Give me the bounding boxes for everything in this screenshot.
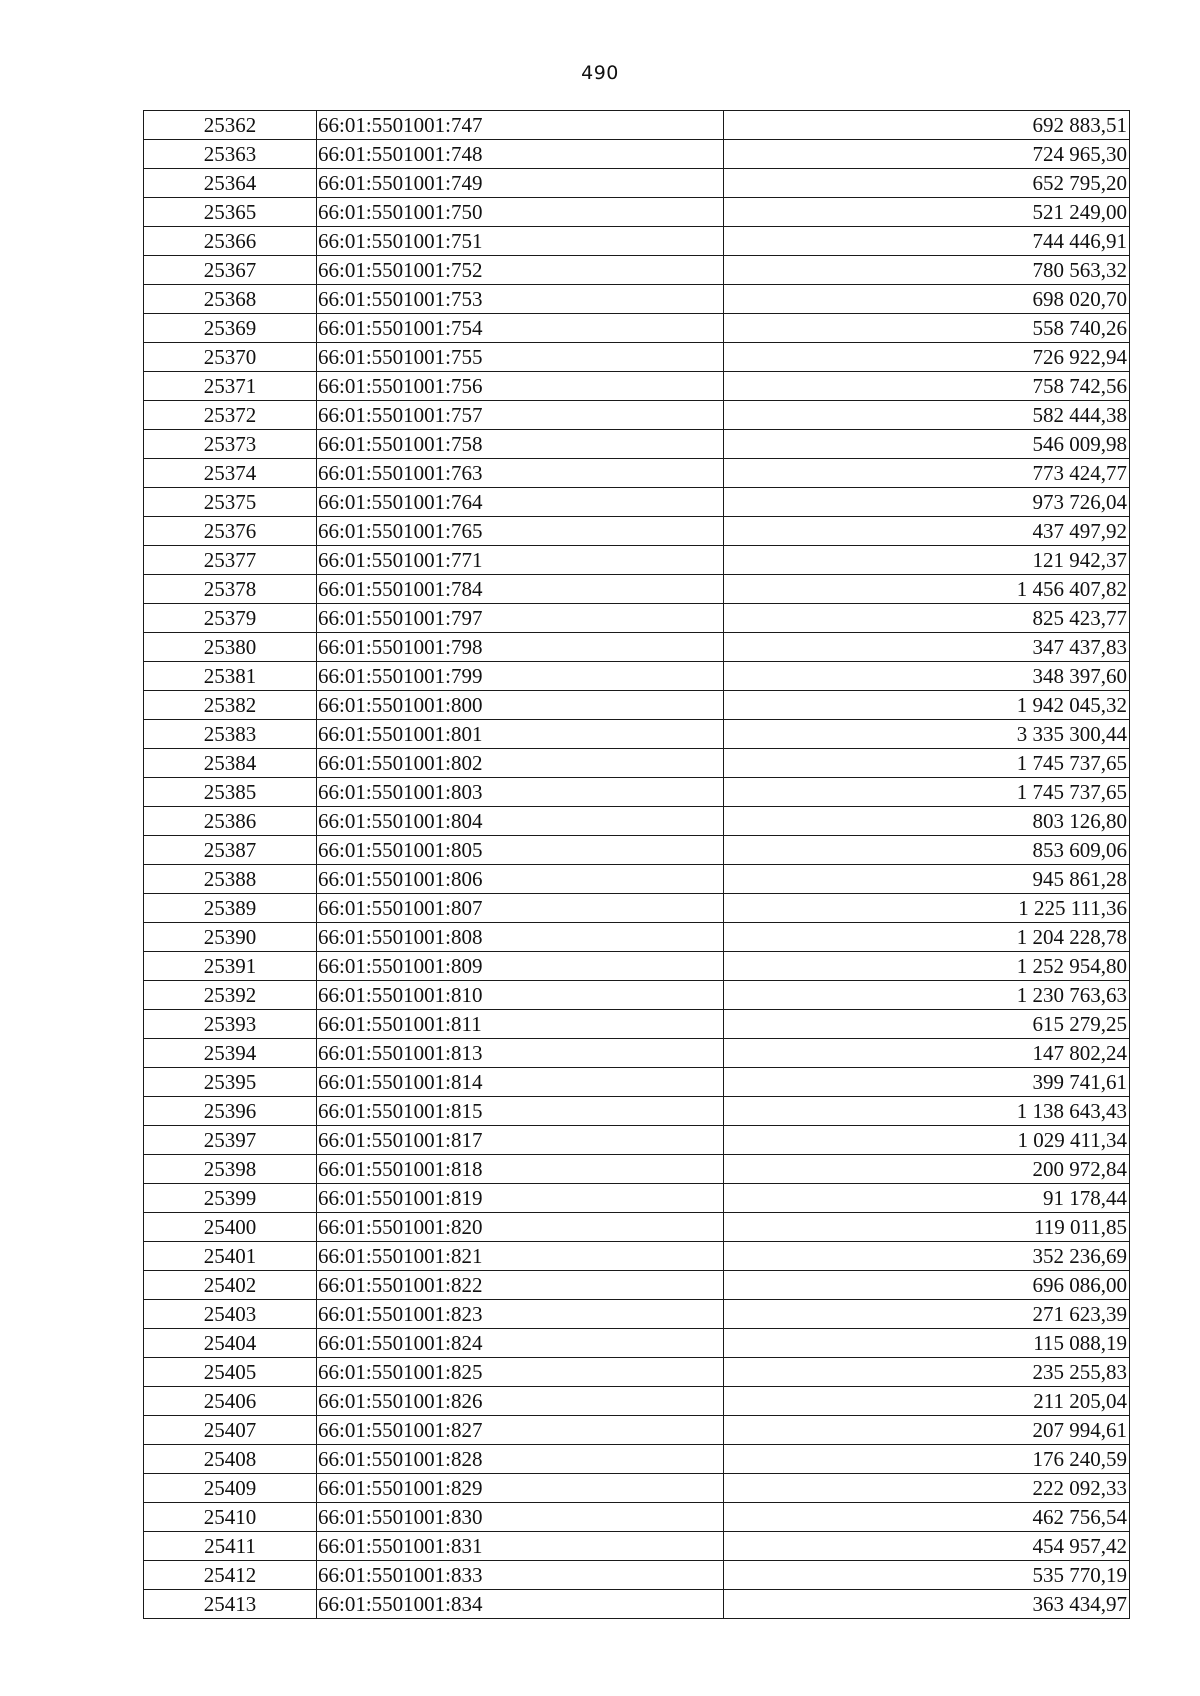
table-row — [144, 430, 1130, 459]
row-number-cell: 25396 — [144, 1097, 317, 1126]
cadastral-number-cell: 66:01:5501001:818 — [317, 1155, 724, 1184]
cadastral-value-cell: 615 279,25 — [724, 1010, 1130, 1039]
cadastral-number-cell: 66:01:5501001:747 — [317, 111, 724, 140]
cadastral-number-cell: 66:01:5501001:798 — [317, 633, 724, 662]
cadastral-value-cell: 271 623,39 — [724, 1300, 1130, 1329]
table-row — [144, 1271, 1130, 1300]
cadastral-number-cell: 66:01:5501001:830 — [317, 1503, 724, 1532]
table-row — [144, 1242, 1130, 1271]
cadastral-value-cell: 437 497,92 — [724, 517, 1130, 546]
row-number-cell: 25395 — [144, 1068, 317, 1097]
row-number-cell: 25400 — [144, 1213, 317, 1242]
cadastral-value-cell: 535 770,19 — [724, 1561, 1130, 1590]
cadastral-number-cell: 66:01:5501001:810 — [317, 981, 724, 1010]
row-number-cell: 25410 — [144, 1503, 317, 1532]
cadastral-number-cell: 66:01:5501001:763 — [317, 459, 724, 488]
cadastral-number-cell: 66:01:5501001:753 — [317, 285, 724, 314]
cadastral-number-cell: 66:01:5501001:824 — [317, 1329, 724, 1358]
table-row — [144, 836, 1130, 865]
row-number-cell: 25392 — [144, 981, 317, 1010]
row-number-cell: 25385 — [144, 778, 317, 807]
row-number-cell: 25387 — [144, 836, 317, 865]
cadastral-number-cell: 66:01:5501001:831 — [317, 1532, 724, 1561]
row-number-cell: 25391 — [144, 952, 317, 981]
cadastral-number-cell: 66:01:5501001:804 — [317, 807, 724, 836]
row-number-cell: 25366 — [144, 227, 317, 256]
cadastral-value-cell: 696 086,00 — [724, 1271, 1130, 1300]
cadastral-number-cell: 66:01:5501001:826 — [317, 1387, 724, 1416]
table-row — [144, 691, 1130, 720]
cadastral-value-cell: 235 255,83 — [724, 1358, 1130, 1387]
row-number-cell: 25411 — [144, 1532, 317, 1561]
table-row — [144, 1590, 1130, 1619]
cadastral-value-cell: 558 740,26 — [724, 314, 1130, 343]
row-number-cell: 25371 — [144, 372, 317, 401]
cadastral-number-cell: 66:01:5501001:799 — [317, 662, 724, 691]
table-row — [144, 575, 1130, 604]
row-number-cell: 25412 — [144, 1561, 317, 1590]
cadastral-number-cell: 66:01:5501001:749 — [317, 169, 724, 198]
table-row — [144, 1300, 1130, 1329]
cadastral-value-cell: 91 178,44 — [724, 1184, 1130, 1213]
cadastral-value-cell: 363 434,97 — [724, 1590, 1130, 1619]
table-row — [144, 1184, 1130, 1213]
cadastral-value-cell: 119 011,85 — [724, 1213, 1130, 1242]
row-number-cell: 25368 — [144, 285, 317, 314]
cadastral-number-cell: 66:01:5501001:828 — [317, 1445, 724, 1474]
row-number-cell: 25404 — [144, 1329, 317, 1358]
row-number-cell: 25367 — [144, 256, 317, 285]
table-row — [144, 1329, 1130, 1358]
cadastral-number-cell: 66:01:5501001:809 — [317, 952, 724, 981]
cadastral-number-cell: 66:01:5501001:758 — [317, 430, 724, 459]
row-number-cell: 25413 — [144, 1590, 317, 1619]
cadastral-value-cell: 1 942 045,32 — [724, 691, 1130, 720]
table-row — [144, 1155, 1130, 1184]
cadastral-number-cell: 66:01:5501001:803 — [317, 778, 724, 807]
cadastral-value-cell: 521 249,00 — [724, 198, 1130, 227]
cadastral-number-cell: 66:01:5501001:813 — [317, 1039, 724, 1068]
cadastral-number-cell: 66:01:5501001:748 — [317, 140, 724, 169]
row-number-cell: 25384 — [144, 749, 317, 778]
table-row — [144, 778, 1130, 807]
row-number-cell: 25401 — [144, 1242, 317, 1271]
row-number-cell: 25374 — [144, 459, 317, 488]
cadastral-number-cell: 66:01:5501001:834 — [317, 1590, 724, 1619]
table-row — [144, 372, 1130, 401]
cadastral-value-cell: 454 957,42 — [724, 1532, 1130, 1561]
cadastral-number-cell: 66:01:5501001:764 — [317, 488, 724, 517]
row-number-cell: 25375 — [144, 488, 317, 517]
table-row — [144, 1474, 1130, 1503]
table-row — [144, 720, 1130, 749]
cadastral-number-cell: 66:01:5501001:829 — [317, 1474, 724, 1503]
cadastral-value-cell: 744 446,91 — [724, 227, 1130, 256]
row-number-cell: 25372 — [144, 401, 317, 430]
cadastral-number-cell: 66:01:5501001:814 — [317, 1068, 724, 1097]
table-row — [144, 923, 1130, 952]
table-row — [144, 517, 1130, 546]
row-number-cell: 25386 — [144, 807, 317, 836]
table-row — [144, 401, 1130, 430]
cadastral-value-cell: 211 205,04 — [724, 1387, 1130, 1416]
cadastral-number-cell: 66:01:5501001:755 — [317, 343, 724, 372]
row-number-cell: 25405 — [144, 1358, 317, 1387]
table-row — [144, 865, 1130, 894]
cadastral-number-cell: 66:01:5501001:808 — [317, 923, 724, 952]
cadastral-value-cell: 803 126,80 — [724, 807, 1130, 836]
page-number: 490 — [581, 62, 619, 84]
row-number-cell: 25363 — [144, 140, 317, 169]
cadastral-number-cell: 66:01:5501001:784 — [317, 575, 724, 604]
table-row — [144, 198, 1130, 227]
cadastral-value-cell: 347 437,83 — [724, 633, 1130, 662]
row-number-cell: 25408 — [144, 1445, 317, 1474]
cadastral-value-cell: 1 230 763,63 — [724, 981, 1130, 1010]
cadastral-value-cell: 352 236,69 — [724, 1242, 1130, 1271]
cadastral-value-cell: 1 204 228,78 — [724, 923, 1130, 952]
row-number-cell: 25409 — [144, 1474, 317, 1503]
row-number-cell: 25383 — [144, 720, 317, 749]
cadastral-value-cell: 1 138 643,43 — [724, 1097, 1130, 1126]
table-row — [144, 1358, 1130, 1387]
cadastral-value-cell: 724 965,30 — [724, 140, 1130, 169]
row-number-cell: 25364 — [144, 169, 317, 198]
table-row — [144, 1532, 1130, 1561]
cadastral-value-cell: 1 456 407,82 — [724, 575, 1130, 604]
cadastral-number-cell: 66:01:5501001:797 — [317, 604, 724, 633]
cadastral-number-cell: 66:01:5501001:806 — [317, 865, 724, 894]
row-number-cell: 25381 — [144, 662, 317, 691]
row-number-cell: 25394 — [144, 1039, 317, 1068]
table-row — [144, 488, 1130, 517]
table-row — [144, 633, 1130, 662]
row-number-cell: 25378 — [144, 575, 317, 604]
cadastral-number-cell: 66:01:5501001:757 — [317, 401, 724, 430]
table-row — [144, 1213, 1130, 1242]
table-row — [144, 459, 1130, 488]
cadastral-value-cell: 121 942,37 — [724, 546, 1130, 575]
table-row — [144, 749, 1130, 778]
row-number-cell: 25379 — [144, 604, 317, 633]
row-number-cell: 25406 — [144, 1387, 317, 1416]
cadastral-number-cell: 66:01:5501001:801 — [317, 720, 724, 749]
table-row — [144, 140, 1130, 169]
table-row — [144, 1503, 1130, 1532]
cadastral-value-cell: 1 029 411,34 — [724, 1126, 1130, 1155]
cadastral-value-cell: 1 745 737,65 — [724, 778, 1130, 807]
table-row — [144, 169, 1130, 198]
table-body — [144, 111, 1130, 1619]
cadastral-value-cell: 1 745 737,65 — [724, 749, 1130, 778]
table-row — [144, 1416, 1130, 1445]
cadastral-number-cell: 66:01:5501001:802 — [317, 749, 724, 778]
row-number-cell: 25380 — [144, 633, 317, 662]
table-row — [144, 894, 1130, 923]
cadastral-number-cell: 66:01:5501001:820 — [317, 1213, 724, 1242]
cadastral-value-cell: 853 609,06 — [724, 836, 1130, 865]
cadastral-number-cell: 66:01:5501001:833 — [317, 1561, 724, 1590]
table-row — [144, 256, 1130, 285]
table-row — [144, 314, 1130, 343]
cadastral-value-cell: 348 397,60 — [724, 662, 1130, 691]
cadastral-number-cell: 66:01:5501001:825 — [317, 1358, 724, 1387]
cadastral-value-cell: 147 802,24 — [724, 1039, 1130, 1068]
cadastral-value-cell: 726 922,94 — [724, 343, 1130, 372]
cadastral-value-cell: 200 972,84 — [724, 1155, 1130, 1184]
cadastral-number-cell: 66:01:5501001:805 — [317, 836, 724, 865]
cadastral-value-cell: 780 563,32 — [724, 256, 1130, 285]
cadastral-number-cell: 66:01:5501001:817 — [317, 1126, 724, 1155]
cadastral-value-cell: 546 009,98 — [724, 430, 1130, 459]
cadastral-number-cell: 66:01:5501001:827 — [317, 1416, 724, 1445]
cadastral-value-cell: 222 092,33 — [724, 1474, 1130, 1503]
row-number-cell: 25388 — [144, 865, 317, 894]
cadastral-number-cell: 66:01:5501001:819 — [317, 1184, 724, 1213]
row-number-cell: 25393 — [144, 1010, 317, 1039]
row-number-cell: 25370 — [144, 343, 317, 372]
cadastral-number-cell: 66:01:5501001:752 — [317, 256, 724, 285]
row-number-cell: 25377 — [144, 546, 317, 575]
table-row — [144, 1010, 1130, 1039]
cadastral-value-cell: 1 252 954,80 — [724, 952, 1130, 981]
table-row — [144, 1445, 1130, 1474]
cadastral-value-cell: 462 756,54 — [724, 1503, 1130, 1532]
table-row — [144, 227, 1130, 256]
cadastral-value-cell: 3 335 300,44 — [724, 720, 1130, 749]
row-number-cell: 25407 — [144, 1416, 317, 1445]
cadastral-value-cell: 582 444,38 — [724, 401, 1130, 430]
cadastral-number-cell: 66:01:5501001:771 — [317, 546, 724, 575]
table-row — [144, 1561, 1130, 1590]
cadastral-number-cell: 66:01:5501001:807 — [317, 894, 724, 923]
cadastral-number-cell: 66:01:5501001:823 — [317, 1300, 724, 1329]
cadastral-value-cell: 692 883,51 — [724, 111, 1130, 140]
row-number-cell: 25390 — [144, 923, 317, 952]
table-row — [144, 1039, 1130, 1068]
cadastral-value-cell: 115 088,19 — [724, 1329, 1130, 1358]
row-number-cell: 25398 — [144, 1155, 317, 1184]
cadastral-value-cell: 652 795,20 — [724, 169, 1130, 198]
cadastral-value-cell: 207 994,61 — [724, 1416, 1130, 1445]
table-row — [144, 343, 1130, 372]
row-number-cell: 25397 — [144, 1126, 317, 1155]
cadastral-value-cell: 945 861,28 — [724, 865, 1130, 894]
cadastral-value-cell: 1 225 111,36 — [724, 894, 1130, 923]
cadastral-value-cell: 973 726,04 — [724, 488, 1130, 517]
cadastral-number-cell: 66:01:5501001:822 — [317, 1271, 724, 1300]
cadastral-number-cell: 66:01:5501001:756 — [317, 372, 724, 401]
cadastral-value-cell: 176 240,59 — [724, 1445, 1130, 1474]
row-number-cell: 25365 — [144, 198, 317, 227]
cadastral-number-cell: 66:01:5501001:754 — [317, 314, 724, 343]
table-row — [144, 981, 1130, 1010]
cadastral-value-cell: 773 424,77 — [724, 459, 1130, 488]
row-number-cell: 25402 — [144, 1271, 317, 1300]
cadastral-number-cell: 66:01:5501001:821 — [317, 1242, 724, 1271]
cadastral-value-cell: 399 741,61 — [724, 1068, 1130, 1097]
table-row — [144, 952, 1130, 981]
cadastral-number-cell: 66:01:5501001:751 — [317, 227, 724, 256]
row-number-cell: 25399 — [144, 1184, 317, 1213]
table-row — [144, 807, 1130, 836]
row-number-cell: 25376 — [144, 517, 317, 546]
row-number-cell: 25389 — [144, 894, 317, 923]
cadastral-value-cell: 758 742,56 — [724, 372, 1130, 401]
row-number-cell: 25369 — [144, 314, 317, 343]
table-row — [144, 546, 1130, 575]
row-number-cell: 25373 — [144, 430, 317, 459]
cadastral-number-cell: 66:01:5501001:750 — [317, 198, 724, 227]
table-row — [144, 1126, 1130, 1155]
cadastral-number-cell: 66:01:5501001:811 — [317, 1010, 724, 1039]
row-number-cell: 25403 — [144, 1300, 317, 1329]
cadastral-value-cell: 698 020,70 — [724, 285, 1130, 314]
table-row — [144, 111, 1130, 140]
cadastral-value-cell: 825 423,77 — [724, 604, 1130, 633]
table-row — [144, 285, 1130, 314]
cadastral-number-cell: 66:01:5501001:800 — [317, 691, 724, 720]
cadastral-number-cell: 66:01:5501001:815 — [317, 1097, 724, 1126]
table-row — [144, 1068, 1130, 1097]
cadastral-value-table — [143, 110, 1130, 1619]
table-row — [144, 1387, 1130, 1416]
row-number-cell: 25362 — [144, 111, 317, 140]
cadastral-number-cell: 66:01:5501001:765 — [317, 517, 724, 546]
table-row — [144, 1097, 1130, 1126]
table-row — [144, 604, 1130, 633]
row-number-cell: 25382 — [144, 691, 317, 720]
table-row — [144, 662, 1130, 691]
